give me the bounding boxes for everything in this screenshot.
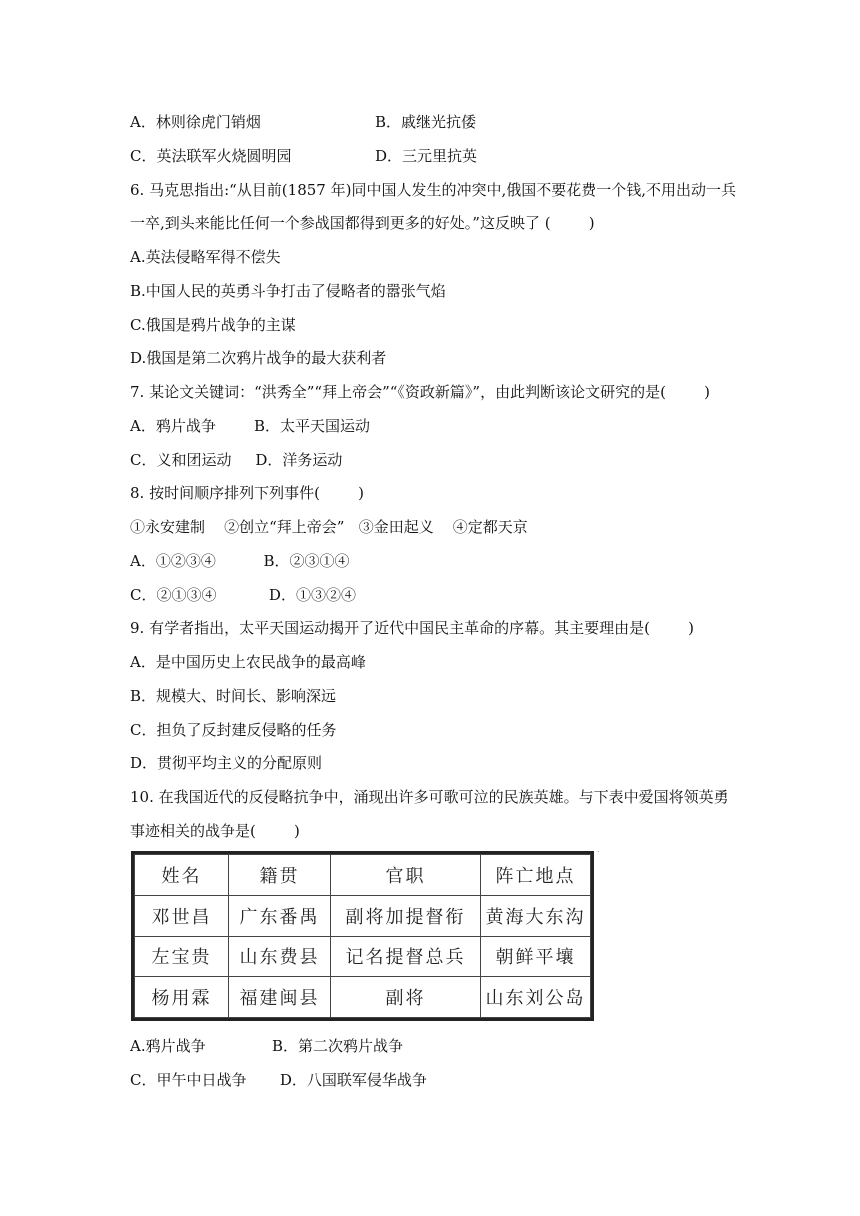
table-cell: 记名提督总兵 (331, 936, 481, 977)
stray-mark: . (597, 845, 600, 854)
q10-option-b: B．第二次鸦片战争 (272, 1037, 404, 1055)
q8-options-line1: A．①②③④ B．②③①④ (130, 552, 350, 570)
q5-option-d: D．三元里抗英 (375, 147, 478, 165)
table-header-cell: 阵亡地点 (481, 855, 591, 896)
q7-options-line2: C．义和团运动 D．洋务运动 (130, 451, 343, 469)
table-cell: 左宝贵 (135, 936, 229, 977)
q6-option-d: D.俄国是第二次鸦片战争的最大获利者 (130, 349, 387, 367)
table-header-row (135, 855, 591, 896)
q10-stem-line1: 10. 在我国近代的反侵略抗争中，涌现出许多可歌可泣的民族英雄。与下表中爱国将领英勇 (130, 788, 729, 806)
table-header-cell: 官职 (331, 855, 481, 896)
q9-option-d: D．贯彻平均主义的分配原则 (130, 754, 323, 772)
table-row (135, 936, 591, 977)
table-header-cell: 籍贯 (229, 855, 331, 896)
table-row (135, 895, 591, 936)
generals-table (131, 851, 594, 1021)
q5-option-a: A．林则徐虎门销烟 (130, 113, 261, 131)
q6-option-a: A.英法侵略军得不偿失 (130, 248, 281, 266)
q8-events: ①永安建制 ②创立“拜上帝会” ③金田起义 ④定都天京 (130, 518, 528, 536)
q6-option-c: C.俄国是鸦片战争的主谋 (130, 316, 296, 334)
table-cell: 福建闽县 (229, 977, 331, 1018)
q6-stem-line2: 一卒,到头来能比任何一个参战国都得到更多的好处。”这反映了 ( ) (130, 214, 595, 232)
q9-option-a: A．是中国历史上农民战争的最高峰 (130, 653, 366, 671)
q5-option-b: B．戚继光抗倭 (375, 113, 477, 131)
table-cell: 杨用霖 (135, 977, 229, 1018)
table-cell: 山东费县 (229, 936, 331, 977)
table-cell: 广东番禺 (229, 895, 331, 936)
table-row (135, 977, 591, 1018)
table-cell: 朝鲜平壤 (481, 936, 591, 977)
table-header-cell: 姓名 (135, 855, 229, 896)
table-cell: 邓世昌 (135, 895, 229, 936)
q7-stem: 7. 某论文关键词：“洪秀全”“拜上帝会”“《资政新篇》”，由此判断该论文研究的是( ) (130, 383, 710, 401)
table-cell: 副将加提督衔 (331, 895, 481, 936)
q9-option-b: B．规模大、时间长、影响深远 (130, 687, 337, 705)
q7-options-line1: A．鸦片战争 B．太平天国运动 (130, 417, 371, 435)
q6-option-b: B.中国人民的英勇斗争打击了侵略者的嚣张气焰 (130, 282, 446, 300)
q8-options-line2: C．②①③④ D．①③②④ (130, 586, 356, 604)
q8-stem: 8. 按时间顺序排列下列事件( ) (130, 484, 364, 502)
q10-option-a: A.鸦片战争 (130, 1037, 206, 1055)
q10-options-line2: C．甲午中日战争 D．八国联军侵华战争 (130, 1071, 427, 1089)
table-cell: 副将 (331, 977, 481, 1018)
q10-stem-line2: 事迹相关的战争是( ) (130, 822, 300, 840)
q5-option-c: C．英法联军火烧圆明园 (130, 147, 292, 165)
q9-option-c: C．担负了反封建反侵略的任务 (130, 721, 337, 739)
q6-stem-line1: 6. 马克思指出:“从目前(1857 年)同中国人发生的冲突中,俄国不要花费一个钱,不用出动一兵 (130, 181, 736, 199)
q9-stem: 9. 有学者指出，太平天国运动揭开了近代中国民主革命的序幕。其主要理由是( ) (130, 619, 694, 637)
table-cell: 山东刘公岛 (481, 977, 591, 1018)
table-cell: 黄海大东沟 (481, 895, 591, 936)
